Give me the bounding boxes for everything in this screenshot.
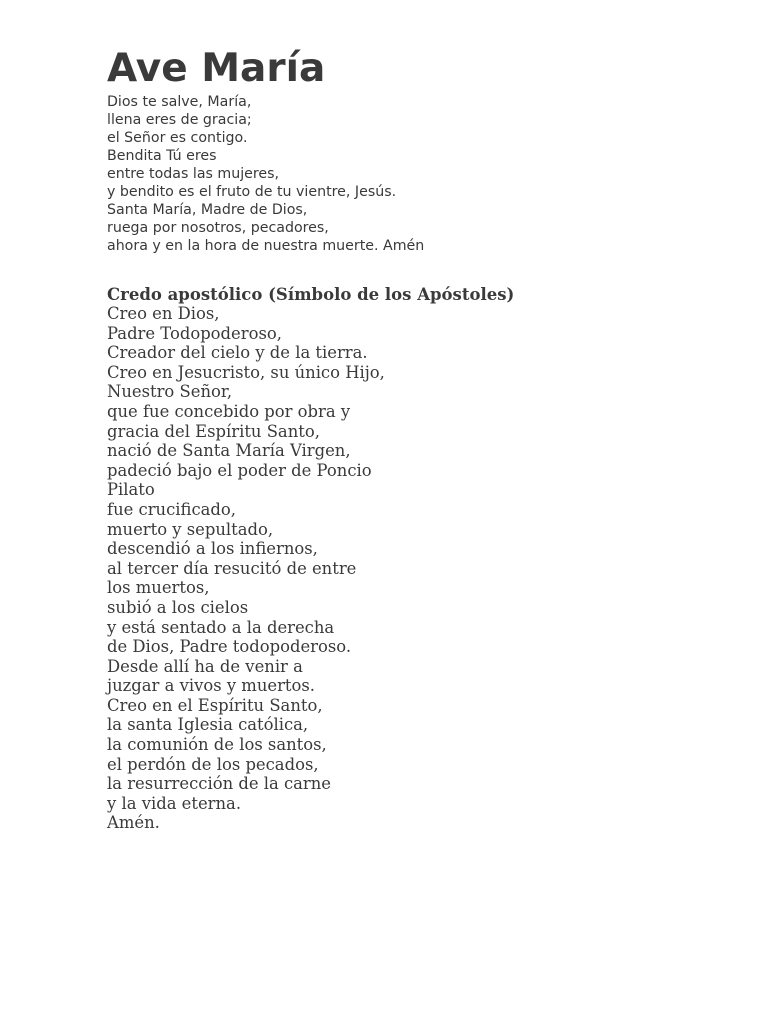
credo-line: y está sentado a la derecha [107,617,335,637]
credo-line: Creador del cielo y de la tierra. [107,343,368,363]
prayer-line: ahora y en la hora de nuestra muerte. Amén [107,238,425,254]
credo-line: nació de Santa María Virgen, [107,441,351,461]
credo-line: Padre Todopoderoso, [107,323,282,343]
prayer-line: Santa María, Madre de Dios, [107,202,308,218]
credo-line: que fue concebido por obra y [107,401,351,421]
credo-line: juzgar a vivos y muertos. [107,676,315,696]
prayer-line: llena eres de gracia; [107,112,252,128]
credo-line: descendió a los infiernos, [107,539,318,559]
credo-text [107,304,385,833]
credo-line: de Dios, Padre todopoderoso. [107,637,352,657]
credo-line: Desde allí ha de venir a [107,656,303,676]
credo-line: la resurrección de la carne [107,774,332,794]
prayer-line: Bendita Tú eres [107,148,217,164]
prayer-line: Dios te salve, María, [107,94,252,110]
credo-line: los muertos, [107,578,210,598]
prayer-line: y bendito es el fruto de tu vientre, Jesús. [107,184,397,200]
credo-line: y la vida eterna. [107,793,242,813]
credo-line: la comunión de los santos, [107,735,327,755]
credo-line: Creo en Dios, [107,304,220,323]
credo-heading: Credo apostólico (Símbolo de los Apóstoles) [107,285,515,304]
credo-line: Creo en Jesucristo, su único Hijo, [107,362,385,382]
credo-line: muerto y sepultado, [107,519,274,539]
credo-line: padeció bajo el poder de Poncio [107,460,372,480]
ave-maria-text [107,93,424,255]
prayer-line: el Señor es contigo. [107,130,248,146]
credo-line: fue crucificado, [107,499,236,519]
credo-line: subió a los cielos [107,597,249,617]
prayer-line: ruega por nosotros, pecadores, [107,220,329,236]
credo-line: el perdón de los pecados, [107,754,319,774]
credo-line: la santa Iglesia católica, [107,715,309,735]
credo-line: Amén. [107,813,160,833]
credo-line: Nuestro Señor, [107,382,233,402]
credo-line: al tercer día resucitó de entre [107,558,357,578]
credo-line: Creo en el Espíritu Santo, [107,695,323,715]
prayer-line: entre todas las mujeres, [107,166,280,182]
ave-maria-title: Ave María [107,46,326,91]
credo-line: gracia del Espíritu Santo, [107,421,320,441]
credo-line: Pilato [107,480,155,500]
